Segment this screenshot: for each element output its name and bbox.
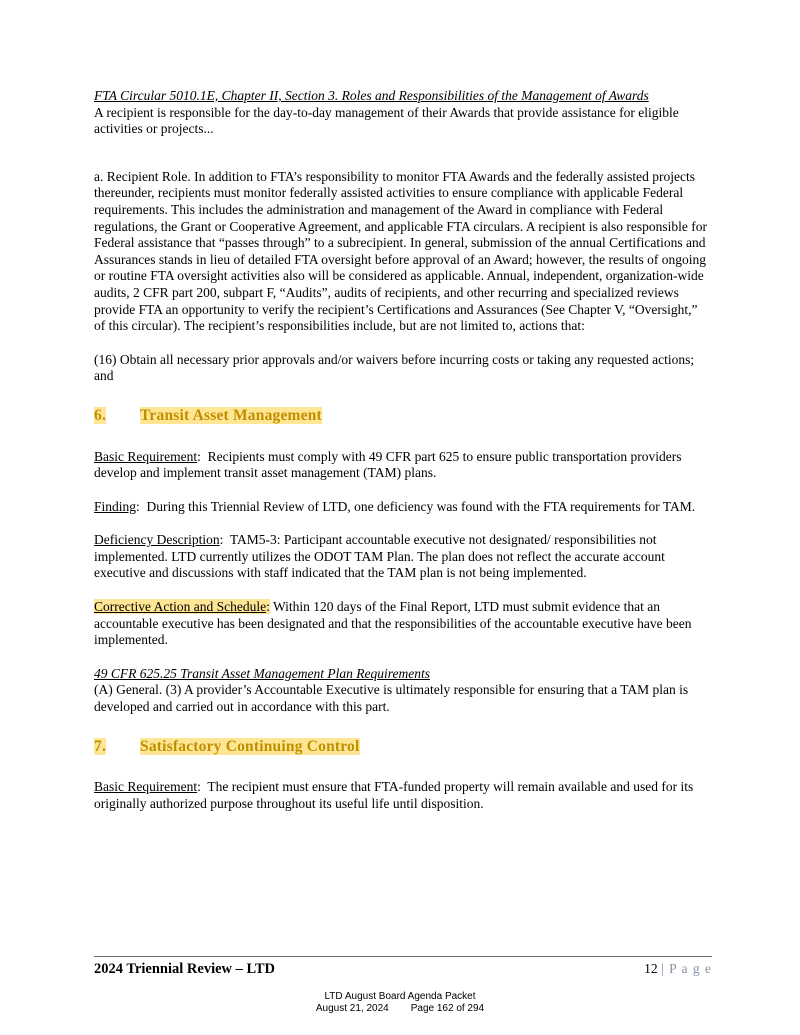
cfr-625-heading: 49 CFR 625.25 Transit Asset Management Plan Requirements (94, 665, 430, 681)
section-6-number: 6. (94, 406, 107, 424)
fta-circular-heading: FTA Circular 5010.1E, Chapter II, Section 3. Roles and Responsibilities of the Management of Awards (94, 88, 649, 103)
finding-label: Finding (94, 498, 137, 514)
cfr-625-paragraph: (A) General. (3) A provider’s Accountable Executive is ultimately responsible for ensuring that a TAM plan is developed and carried out in accordance with this part. (94, 682, 692, 715)
finding-paragraph (94, 499, 712, 516)
packet-footer-line1: LTD August Board Agenda Packet (324, 991, 476, 1002)
footer-page-indicator (644, 961, 712, 977)
recipient-role-paragraph: a. Recipient Role. In addition to FTA’s responsibility to monitor FTA Awards and the federally assisted projects thereunder, recipients must monitor federally assisted activities to ensure compliance with applicable Federal requirements. This includes the administration and management of the Award in compliance with Federal regulations, the Grant or Cooperative Agreement, and applicable FTA circulars. A recipient is also responsible for Federal assistance that “passes through” to a subrecipient. In general, submission of the annual Certifications and Assurances stands in lieu of detailed FTA oversight before approval of an Award; however, the results of ongoing or routine FTA oversight activities also will be considered as applicable. Annual, independent, organization-wide audits, 2 CFR part 200, subpart F, “Audits”, audits of recipients, and other recurring and specialized reviews provide FTA an opportunity to verify the recipient’s Certifications and Assurances (See Chapter V, “Oversight,” of this circular). The recipient’s responsibilities include, but are not limited to, actions that: (94, 168, 711, 334)
deficiency-text: : TAM5-3: Participant accountable executive not designated/ responsibilities not implemented. LTD currently utilizes the ODOT TAM Plan. The plan does not reflect the accurate account executive and discussions with staff indicated that the TAM plan is not being implemented. (94, 532, 669, 581)
section-7-title: Satisfactory Continuing Control (140, 737, 360, 755)
packet-footer-line2 (0, 1003, 800, 1015)
basic-requirement-7-text: : The recipient must ensure that FTA-funded property will remain available and used for its originally authorized purpose throughout its useful life until disposition. (94, 779, 697, 811)
packet-footer (0, 991, 800, 1015)
section-7-number: 7. (94, 737, 107, 755)
corrective-action-paragraph (94, 599, 712, 649)
basic-requirement-6-paragraph (94, 449, 712, 482)
finding-text: : During this Triennial Review of LTD, one deficiency was found with the FTA requirements for TAM. (136, 498, 696, 514)
section-6-heading (94, 408, 712, 425)
page-footer (94, 956, 712, 978)
footer-page-number: 12 (644, 961, 662, 976)
corrective-action-text: Within 120 days of the Final Report, LTD must submit evidence that an accountable executive has been designated and that the responsibilities of the accountable executive have been implemented. (94, 599, 695, 648)
document-content (94, 88, 712, 829)
corrective-action-highlight (94, 599, 270, 614)
footer-document-title: 2024 Triennial Review – LTD (94, 961, 275, 977)
packet-footer-page-ref: Page 162 of 294 (410, 1003, 485, 1014)
basic-requirement-6-text: : Recipients must comply with 49 CFR part 625 to ensure public transportation providers develop and implement transit asset management (TAM) plans. (94, 448, 685, 481)
packet-footer-date: August 21, 2024 (315, 1003, 389, 1014)
fta-circular-intro: A recipient is responsible for the day-to-day management of their Awards that provide assistance for eligible activities or projects... (94, 104, 683, 137)
section-6-title: Transit Asset Management (140, 406, 322, 424)
basic-requirement-6-label: Basic Requirement (94, 448, 198, 464)
corrective-action-label: Corrective Action and Schedule (94, 599, 267, 615)
footer-page-suffix: | P a g e (661, 961, 712, 976)
corrective-action-colon: : (266, 599, 270, 615)
basic-requirement-7-label: Basic Requirement (94, 779, 198, 795)
section-7-heading (94, 739, 712, 756)
item-16-paragraph: (16) Obtain all necessary prior approvals and/or waivers before incurring costs or taking any requested actions; and (94, 351, 698, 384)
footer-row (94, 957, 712, 978)
deficiency-paragraph (94, 532, 712, 582)
deficiency-label: Deficiency Description (94, 532, 220, 548)
basic-requirement-7-paragraph (94, 779, 712, 812)
